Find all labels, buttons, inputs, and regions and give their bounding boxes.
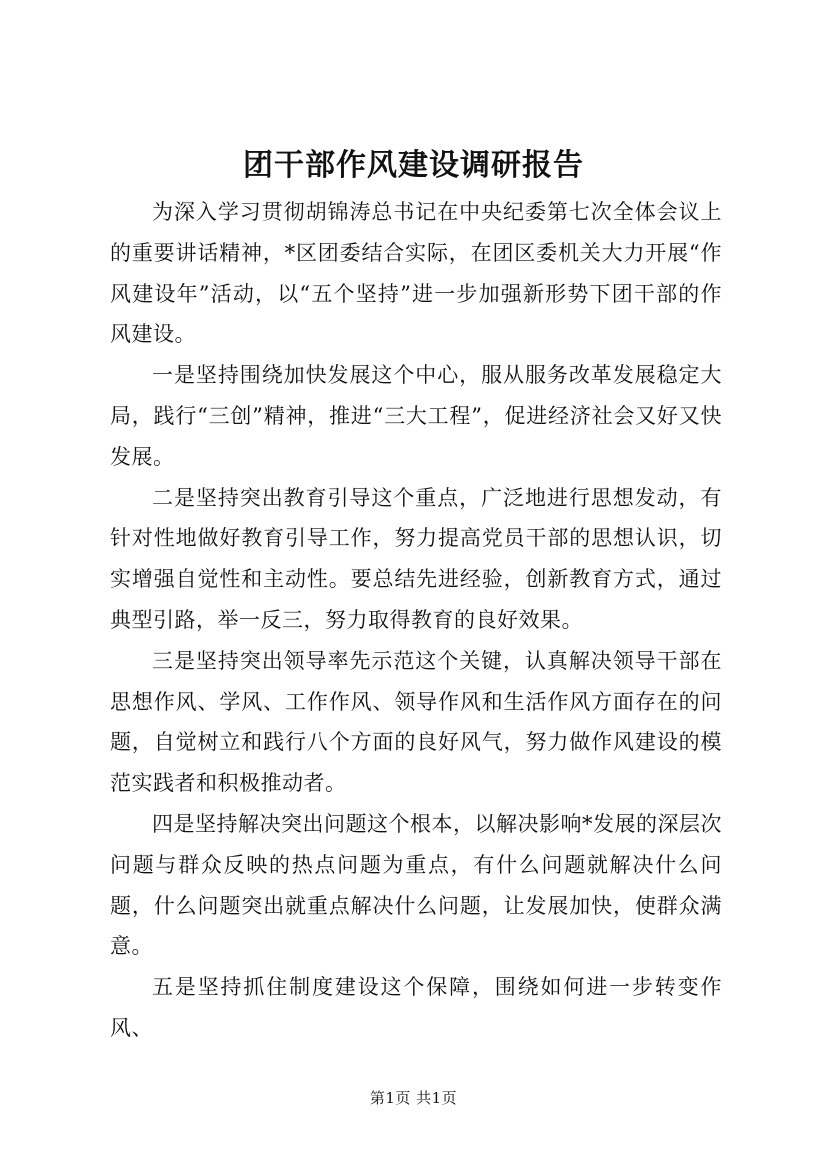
paragraph-point-four: 四是坚持解决突出问题这个根本，以解决影响*发展的深层次问题与群众反映的热点问题为重点，有什么问题就解决什么问题，什么问题突出就重点解决什么问题，让发展加快，使群众满意。 bbox=[110, 811, 722, 959]
paragraph-intro: 为深入学习贯彻胡锦涛总书记在中央纪委第七次全体会议上的重要讲话精神，*区团委结合实际，在团区委机关大力开展“作风建设年”活动，以“五个坚持”进一步加强新形势下团干部的作风建设。 bbox=[110, 200, 722, 347]
paragraph-point-five: 五是坚持抓住制度建设这个保障，围绕如何进一步转变作风、 bbox=[110, 975, 722, 1040]
document-title: 团干部作风建设调研报告 bbox=[243, 148, 584, 183]
paragraph-point-one: 一是坚持围绕加快发展这个中心，服从服务改革发展稳定大局，践行“三创”精神，推进“三大工程”，促进经济社会又好又快发展。 bbox=[110, 363, 722, 469]
paragraph-point-two: 二是坚持突出教育引导这个重点，广泛地进行思想发动，有针对性地做好教育引导工作，努力提高党员干部的思想认识，切实增强自觉性和主动性。要总结先进经验，创新教育方式，通过典型引路，举一反三，努力取得教育的良好效果。 bbox=[110, 485, 722, 632]
paragraph-point-three: 三是坚持突出领导率先示范这个关键，认真解决领导干部在思想作风、学风、工作作风、领导作风和生活作风方面存在的问题，自觉树立和践行八个方面的良好风气，努力做作风建设的模范实践者和积极推动者。 bbox=[110, 648, 722, 796]
document-body bbox=[110, 192, 722, 1049]
page-footer: 第1页 共1页 bbox=[369, 1089, 458, 1107]
